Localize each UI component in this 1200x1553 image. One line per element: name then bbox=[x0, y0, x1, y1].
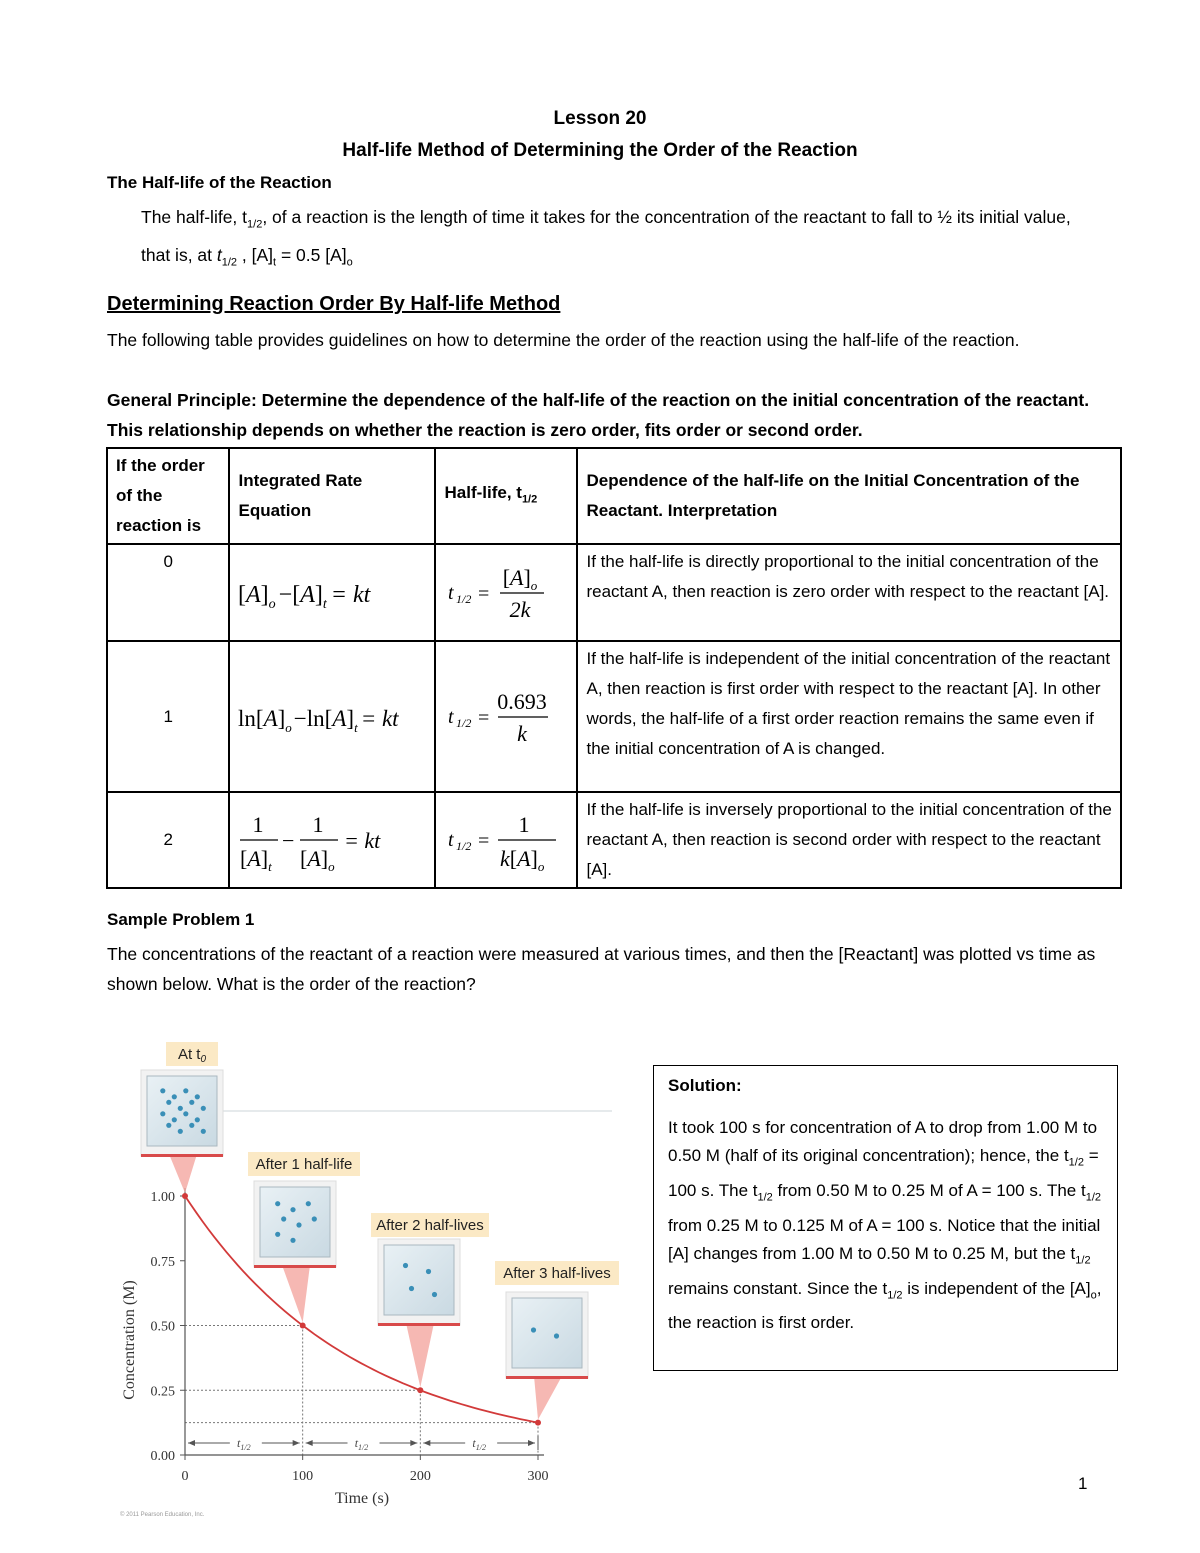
interpretation-zero: If the half-life is directly proportional to the initial concentration of the reactant A, then reaction is zero order with respect to the reactant [A]. bbox=[577, 544, 1121, 641]
particle bbox=[172, 1094, 177, 1099]
figure-credit: © 2011 Pearson Education, Inc. bbox=[120, 1512, 205, 1518]
halflife-arrow-label: $t_{1/2}$ bbox=[237, 1436, 251, 1452]
callout-label: After 2 half-lives bbox=[376, 1217, 484, 1234]
chart-callouts bbox=[141, 1042, 619, 1420]
svg-text:k[A]o: $k[A]_o$ bbox=[500, 846, 545, 872]
svg-text:2k: 2k bbox=[510, 596, 531, 622]
particle bbox=[281, 1216, 286, 1221]
particle bbox=[312, 1216, 317, 1221]
particle bbox=[290, 1207, 295, 1212]
halflife-figure bbox=[110, 1030, 630, 1530]
svg-text:1/2: 1/2 bbox=[456, 591, 472, 606]
particle bbox=[554, 1333, 559, 1338]
arrow-head bbox=[423, 1440, 430, 1446]
particle bbox=[178, 1129, 183, 1134]
particle bbox=[296, 1222, 301, 1227]
particle bbox=[275, 1232, 280, 1237]
particle bbox=[201, 1106, 206, 1111]
sample-box bbox=[260, 1187, 330, 1257]
particle bbox=[166, 1100, 171, 1105]
panel-band bbox=[182, 1110, 612, 1112]
header-rate-equation: Integrated Rate Equation bbox=[229, 448, 435, 544]
y-tick-label: 0.50 bbox=[150, 1319, 175, 1335]
halflife-arrow-label: $t_{1/2}$ bbox=[354, 1436, 369, 1452]
sample-box bbox=[384, 1245, 454, 1315]
table-row bbox=[107, 544, 1121, 641]
page-title: Half-life Method of Determining the Order of the Reaction bbox=[342, 140, 858, 161]
svg-text:t: t bbox=[448, 829, 455, 851]
y-axis-label: Concentration (M) bbox=[121, 1280, 138, 1400]
table-header-row bbox=[107, 448, 1121, 544]
sample-box bbox=[512, 1298, 582, 1368]
particle bbox=[275, 1201, 280, 1206]
header-halflife: Half-life, $t_{1/2}$ bbox=[435, 448, 577, 544]
data-point bbox=[417, 1387, 423, 1393]
svg-text:1: 1 bbox=[518, 812, 530, 837]
callout-pointer bbox=[169, 1154, 197, 1193]
sample-box-base bbox=[506, 1376, 588, 1379]
particle bbox=[195, 1094, 200, 1099]
table-row bbox=[107, 792, 1121, 888]
particle bbox=[189, 1100, 194, 1105]
sample-box bbox=[147, 1076, 217, 1146]
callout-pointer bbox=[406, 1323, 434, 1387]
particle bbox=[189, 1123, 194, 1128]
callout-pointer bbox=[282, 1265, 310, 1323]
interpretation-two: If the half-life is inversely proportional to the initial concentration of the reactant A, then reaction is second order with respect to the reactant [A]. bbox=[577, 792, 1121, 888]
svg-text:[A]o: $[A]_o$ bbox=[300, 846, 336, 872]
halflife-arrow-label: $t_{1/2}$ bbox=[472, 1436, 486, 1452]
solution-body: It took 100 s for concentration of A to drop from 1.00 M to 0.50 M (half of its original concentration); hence, the $t_{1/2} = 100$ s. The $t_{1/2}$ from 0.50 M to 0.25 M of A = 100 s. The $t_{1/2}$ from 0.25 M to 0.125 M of A = 100 s. Notice that the initial [A] changes from 1.00 M to 0.50 M to 0.25 M, but the $t_{1/2}$ remains constant. Since the $t_{1/2}$ is independent of the $[A]_o$, the reaction is first order. bbox=[668, 1118, 1102, 1333]
rate-eq-zero bbox=[229, 544, 435, 641]
page-number: 1 bbox=[1078, 1474, 1088, 1493]
particle bbox=[178, 1106, 183, 1111]
x-tick-label: 300 bbox=[527, 1469, 549, 1484]
particle bbox=[195, 1117, 200, 1122]
halflife-eq-zero bbox=[435, 544, 577, 641]
sample-box-base bbox=[378, 1323, 460, 1326]
interpretation-one: If the half-life is independent of the initial concentration of the reactant A, then reaction is first order with respect to the reactant [A]. In other words, the half-life of a first order reaction remains the same even if the initial concentration of A is changed. bbox=[577, 641, 1121, 792]
intro-paragraph: The following table provides guidelines on how to determine the order of the reaction using the half-life of the reaction. bbox=[107, 330, 1020, 350]
particle bbox=[183, 1088, 188, 1093]
arrow-head bbox=[528, 1440, 535, 1446]
halflife-eq-one bbox=[435, 641, 577, 792]
data-point bbox=[535, 1420, 541, 1426]
svg-text:t: t bbox=[448, 581, 455, 604]
callout-label: After 3 half-lives bbox=[503, 1265, 611, 1282]
arrow-head bbox=[306, 1440, 313, 1446]
callout-pointer bbox=[534, 1376, 562, 1420]
x-tick-label: 200 bbox=[409, 1469, 431, 1484]
arrow-head bbox=[293, 1440, 300, 1446]
svg-text:k: k bbox=[517, 720, 528, 746]
halflife-arrows bbox=[188, 1436, 538, 1452]
particle bbox=[426, 1269, 431, 1274]
callout-label: After 1 half-life bbox=[255, 1156, 353, 1173]
y-tick-label: 1.00 bbox=[150, 1190, 175, 1205]
x-axis-label: Time (s) bbox=[334, 1490, 390, 1507]
header-dependence: Dependence of the half-life on the Initial Concentration of the Reactant. Interpretation bbox=[577, 448, 1121, 544]
svg-text:=: = bbox=[478, 706, 490, 729]
arrow-head bbox=[410, 1440, 417, 1446]
svg-text:0.693: 0.693 bbox=[497, 688, 548, 714]
callout-label: At $t_0$ bbox=[177, 1046, 207, 1065]
halflife-definition: The half-life, $t_{1/2}$, of a reaction is the length of time it takes for the concentration of the reactant to fall to ½ its initial value, that is, at $t_{1/2}$ , $[A]_t = 0.5$ $[A]_o$ bbox=[141, 207, 1071, 268]
particle bbox=[160, 1088, 165, 1093]
svg-text:[A]o−[A]t= kt: $[A]_o -[A]_t$ = kt bbox=[238, 581, 371, 612]
svg-text:1/2: 1/2 bbox=[456, 839, 472, 853]
svg-text:=: = bbox=[478, 830, 490, 852]
particle bbox=[409, 1286, 414, 1291]
svg-text:1: 1 bbox=[312, 812, 324, 837]
data-point bbox=[182, 1193, 188, 1199]
particle bbox=[290, 1238, 295, 1243]
svg-text:−: − bbox=[282, 828, 295, 853]
arrow-head bbox=[188, 1440, 195, 1446]
sample-problem-heading: Sample Problem 1 bbox=[107, 910, 255, 929]
particle bbox=[201, 1129, 206, 1134]
order-two: 2 bbox=[107, 792, 229, 888]
svg-text:ln[A]o−ln[A]t= kt: $\ln[A]_o-\ln[A]_t$ = kt bbox=[238, 705, 400, 735]
particle bbox=[403, 1263, 408, 1268]
halflife-eq-two bbox=[435, 792, 577, 888]
section-heading: Determining Reaction Order By Half-life Method bbox=[107, 293, 561, 315]
order-zero: 0 bbox=[107, 544, 229, 641]
sample-problem-question: The concentrations of the reactant of a reaction were measured at various times, and then the [Reactant] was plotted vs time as shown below. What is the order of the reaction? bbox=[107, 944, 1096, 994]
x-tick-label: 100 bbox=[292, 1469, 314, 1484]
rate-eq-two bbox=[229, 792, 435, 888]
y-tick-label: 0.25 bbox=[150, 1384, 175, 1400]
table-row bbox=[107, 641, 1121, 792]
solution-title: Solution: bbox=[668, 1076, 742, 1095]
y-tick-label: 0.75 bbox=[150, 1254, 175, 1270]
particle bbox=[172, 1117, 177, 1122]
y-tick-label: 0.00 bbox=[150, 1449, 175, 1464]
solution-box bbox=[653, 1065, 1118, 1371]
data-point bbox=[300, 1323, 306, 1329]
sample-box-base bbox=[141, 1154, 223, 1157]
order-one: 1 bbox=[107, 641, 229, 792]
particle bbox=[306, 1201, 311, 1206]
svg-text:1: 1 bbox=[252, 812, 264, 837]
particle bbox=[160, 1111, 165, 1116]
halflife-heading: The Half-life of the Reaction bbox=[107, 173, 332, 192]
svg-text:[A]t: $[A]_t$ bbox=[240, 846, 273, 872]
general-principle: General Principle: Determine the dependence of the half-life of the reaction on the initial concentration of the reactant. This relationship depends on whether the reaction is zero order, fits order or second order. bbox=[107, 390, 1090, 440]
svg-text:= kt: = kt bbox=[344, 828, 381, 853]
sample-box-base bbox=[254, 1265, 336, 1268]
svg-text:1/2: 1/2 bbox=[456, 715, 472, 730]
particle bbox=[183, 1111, 188, 1116]
rate-eq-one bbox=[229, 641, 435, 792]
particle bbox=[432, 1292, 437, 1297]
svg-text:t: t bbox=[448, 705, 455, 728]
header-order: If the order of the reaction is bbox=[107, 448, 229, 544]
lesson-number: Lesson 20 bbox=[553, 108, 647, 129]
x-tick-label: 0 bbox=[181, 1469, 189, 1484]
svg-text:=: = bbox=[478, 582, 490, 605]
particle bbox=[166, 1123, 171, 1128]
order-table bbox=[106, 447, 1122, 889]
particle bbox=[531, 1327, 536, 1332]
svg-text:[A]o: $[A]_o$ bbox=[503, 564, 538, 593]
